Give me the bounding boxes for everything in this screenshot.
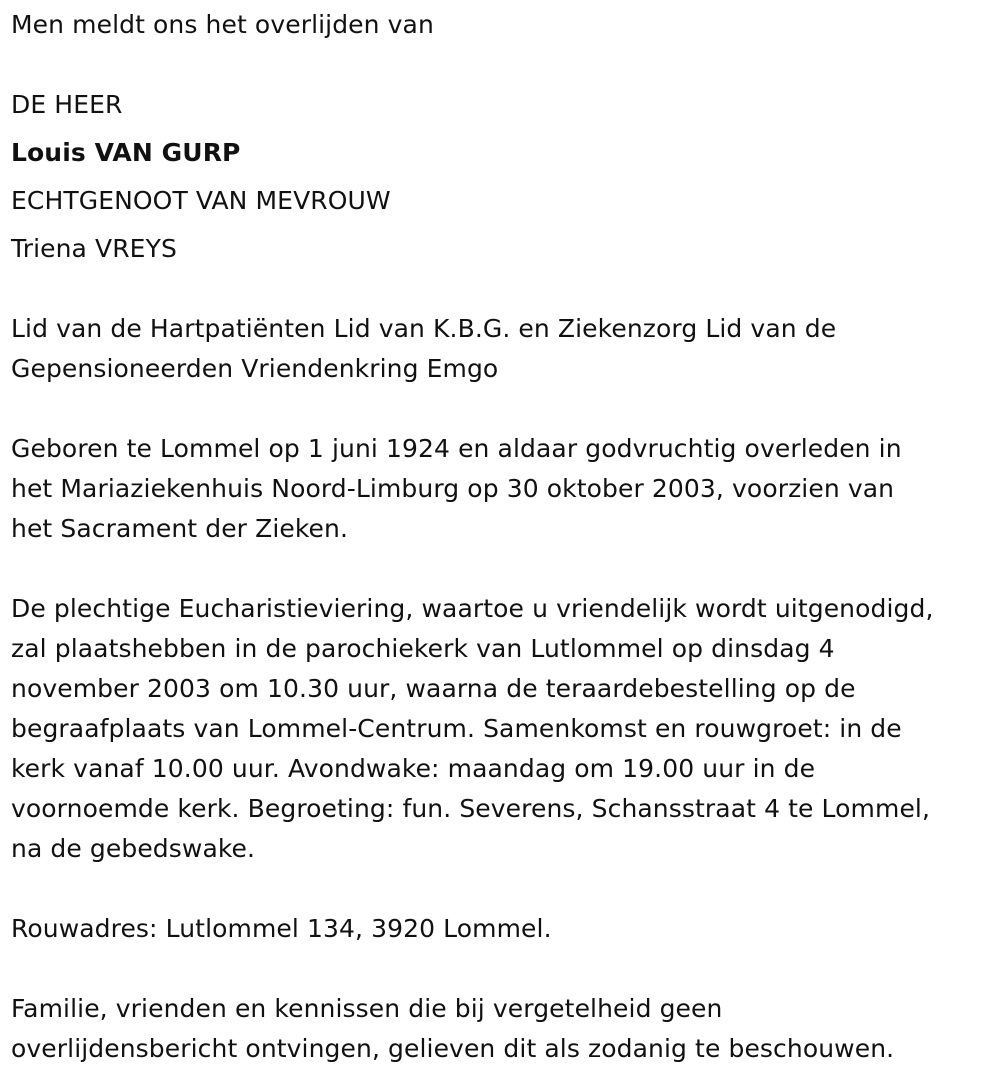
ceremony-line: voornoemde kerk. Begroeting: fun. Severens, Schansstraat 4 te Lommel,: [11, 794, 931, 823]
ceremony-line: na de gebedswake.: [11, 834, 256, 863]
intro-text: Men meldt ons het overlijden van: [11, 10, 434, 39]
birth-death-line: het Mariaziekenhuis Noord-Limburg op 30 oktober 2003, voorzien van: [11, 474, 895, 503]
ceremony-line: kerk vanaf 10.00 uur. Avondwake: maandag om 19.00 uur in de: [11, 754, 816, 783]
memberships-line: Gepensioneerden Vriendenkring Emgo: [11, 354, 499, 383]
ceremony-line: De plechtige Eucharistieviering, waartoe u vriendelijk wordt uitgenodigd,: [11, 594, 934, 623]
ceremony-line: begraafplaats van Lommel-Centrum. Samenkomst en rouwgroet: in de: [11, 714, 902, 743]
birth-death-line: Geboren te Lommel op 1 juni 1924 en aldaar godvruchtig overleden in: [11, 434, 902, 463]
deceased-name: Louis VAN GURP: [11, 138, 241, 167]
birth-death-line: het Sacrament der Zieken.: [11, 514, 349, 543]
title-prefix: DE HEER: [11, 90, 123, 119]
spouse-prefix: ECHTGENOOT VAN MEVROUW: [11, 186, 391, 215]
mourning-address: Rouwadres: Lutlommel 134, 3920 Lommel.: [11, 914, 552, 943]
spouse-name: Triena VREYS: [11, 234, 177, 263]
memberships-line: Lid van de Hartpatiënten Lid van K.B.G. en Ziekenzorg Lid van de: [11, 314, 837, 343]
ceremony-line: november 2003 om 10.30 uur, waarna de teraardebestelling op de: [11, 674, 856, 703]
ceremony-line: zal plaatshebben in de parochiekerk van Lutlommel op dinsdag 4: [11, 634, 835, 663]
closing-line: Familie, vrienden en kennissen die bij vergetelheid geen: [11, 994, 723, 1023]
closing-line: overlijdensbericht ontvingen, gelieven dit als zodanig te beschouwen.: [11, 1034, 895, 1063]
